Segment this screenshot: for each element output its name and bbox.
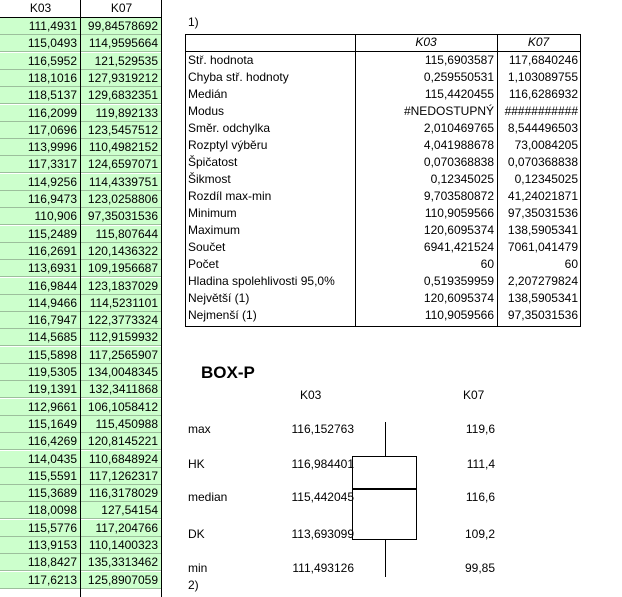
cell-k07[interactable]: 117,1262317 [88, 468, 158, 483]
cell-k07[interactable]: 109,1956687 [87, 261, 158, 276]
cell-k03[interactable]: 115,5776 [27, 520, 77, 535]
stats-value-k03[interactable]: 110,9059566 [424, 206, 494, 220]
stats-row-label[interactable]: Počet [188, 257, 219, 271]
cell-k03[interactable]: 115,2489 [27, 226, 77, 241]
stats-value-k07[interactable]: 97,35031536 [507, 206, 578, 220]
stats-value-k07[interactable]: 117,6840246 [508, 53, 578, 67]
boxplot-upper-whisker [385, 422, 386, 456]
left-table-row [0, 537, 162, 554]
cell-k07[interactable]: 121,529535 [94, 53, 158, 68]
cell-k07[interactable]: 125,8907059 [87, 572, 158, 587]
left-table-row [0, 191, 162, 208]
left-table-row [0, 572, 162, 589]
boxplot-value-k03[interactable]: 115,442045 [291, 490, 354, 504]
cell-k07[interactable]: 123,0258806 [87, 192, 158, 206]
left-header-k07[interactable]: K07 [81, 0, 162, 17]
stats-row-label[interactable]: Šikmost [188, 172, 231, 186]
stats-row-label[interactable]: Špičatost [188, 155, 238, 169]
stats-value-k03[interactable]: 60 [480, 257, 494, 271]
cell-k03[interactable]: 119,1391 [27, 382, 77, 397]
boxplot-value-k07[interactable]: 111,4 [466, 457, 495, 471]
left-table-row [0, 70, 162, 87]
cell-k03[interactable]: 115,3689 [27, 486, 77, 501]
cell-k07[interactable]: 122,3773324 [87, 313, 158, 328]
cell-k03[interactable]: 117,0696 [27, 122, 77, 137]
cell-k03[interactable]: 111,4931 [28, 19, 77, 33]
stats-row [185, 239, 580, 256]
stats-value-k07[interactable]: 41,24021871 [507, 189, 578, 203]
cell-k03[interactable]: 113,6931 [27, 261, 77, 276]
cell-k03[interactable]: 115,1649 [27, 416, 77, 431]
cell-k07[interactable]: 123,5457512 [87, 122, 158, 137]
boxplot-value-k07[interactable]: 116,6 [465, 490, 495, 504]
boxplot-row-label[interactable]: DK [188, 527, 205, 541]
cell-k07[interactable]: 115,807644 [95, 226, 158, 241]
cell-k07[interactable]: 120,1436322 [87, 243, 158, 258]
left-table-row [0, 105, 162, 122]
stats-value-k03[interactable]: #NEDOSTUPNÝ [403, 104, 494, 118]
left-table-row [0, 399, 162, 416]
cell-k03[interactable]: 116,2691 [27, 243, 77, 258]
cell-k03[interactable]: 116,7947 [27, 313, 77, 328]
stats-row [185, 137, 580, 154]
stats-row-label[interactable]: Stř. hodnota [188, 53, 254, 67]
stats-value-k03[interactable]: 0,259550531 [423, 70, 494, 84]
boxplot-title[interactable]: BOX-P [201, 363, 255, 382]
boxplot-row-label[interactable]: HK [188, 457, 205, 471]
left-table-row [0, 485, 162, 502]
stats-row [185, 290, 580, 307]
cell-k03[interactable]: 118,8427 [27, 555, 77, 570]
left-table-row [0, 554, 162, 571]
stats-value-k03[interactable]: 120,6095374 [423, 291, 494, 305]
cell-k03[interactable]: 119,5305 [27, 365, 77, 379]
left-table-row [0, 451, 162, 468]
cell-k03[interactable]: 116,5952 [27, 53, 77, 68]
stats-value-k07[interactable]: 0,070368838 [507, 155, 578, 169]
left-table-row [0, 18, 162, 35]
cell-k03[interactable]: 116,4269 [27, 434, 77, 449]
stats-row [185, 120, 580, 137]
boxplot-value-k07[interactable]: 99,85 [464, 561, 495, 575]
stats-row [185, 256, 580, 273]
stats-row [185, 188, 580, 205]
boxplot-header-k07[interactable]: K07 [463, 388, 485, 402]
cell-k07[interactable]: 127,9319212 [87, 70, 158, 85]
cell-k07[interactable]: 112,9159932 [88, 330, 158, 345]
stats-value-k03[interactable]: 2,010469765 [423, 121, 494, 135]
stats-row [185, 205, 580, 222]
cell-k03[interactable]: 113,9153 [27, 538, 77, 552]
stats-value-k07[interactable]: 0,12345025 [514, 172, 578, 186]
header-underline [0, 17, 162, 18]
stats-row-label[interactable]: Modus [188, 104, 225, 118]
stats-value-k03[interactable]: 115,6903587 [424, 53, 494, 67]
left-header-k03[interactable]: K03 [0, 0, 81, 17]
section-label-1[interactable]: 1) [188, 15, 199, 29]
stats-value-k07[interactable]: 8,544496503 [507, 121, 578, 135]
left-table-row [0, 347, 162, 364]
left-table-row [0, 416, 162, 433]
stats-value-k03[interactable]: 110,9059566 [424, 308, 494, 322]
cell-k07[interactable]: 135,3313462 [87, 555, 158, 570]
left-table-row [0, 156, 162, 173]
stats-header-row [185, 34, 580, 51]
column-divider [161, 0, 162, 597]
stats-value-k07[interactable]: ########### [504, 104, 578, 118]
boxplot-row-label[interactable]: min [188, 561, 208, 575]
left-table-row [0, 278, 162, 295]
stats-row [185, 69, 580, 86]
cell-k03[interactable]: 118,0098 [27, 503, 77, 518]
cell-k07[interactable]: 119,892133 [95, 105, 158, 120]
left-table-row [0, 381, 162, 398]
boxplot-value-k07[interactable]: 109,2 [464, 527, 495, 541]
boxplot-value-k07[interactable]: 119,6 [465, 422, 495, 436]
cell-k07[interactable]: 99,84578692 [87, 19, 158, 33]
stats-row-label[interactable]: Rozdíl max-min [188, 189, 272, 203]
cell-k03[interactable]: 116,9844 [27, 278, 77, 293]
cell-k07[interactable]: 129,6832351 [87, 88, 158, 103]
stats-header-k03[interactable]: K03 [415, 35, 437, 49]
stats-row-label[interactable]: Součet [188, 240, 226, 254]
cell-k03[interactable]: 117,6213 [27, 572, 77, 587]
stats-row [185, 307, 580, 324]
cell-k07[interactable]: 120,8145221 [87, 434, 158, 449]
cell-k03[interactable]: 114,9466 [27, 295, 77, 310]
stats-row-label[interactable]: Hladina spolehlivosti 95,0% [188, 274, 335, 288]
boxplot-value-k03[interactable]: 113,693099 [291, 527, 354, 541]
cell-k03[interactable]: 115,5591 [27, 468, 77, 483]
left-table-row [0, 243, 162, 260]
cell-k07[interactable]: 114,5231101 [89, 295, 158, 310]
left-table-row [0, 122, 162, 139]
stats-value-k07[interactable]: 97,35031536 [507, 308, 578, 322]
stats-value-k03[interactable]: 4,041988678 [423, 138, 494, 152]
stats-value-k03[interactable]: 0,070368838 [423, 155, 494, 169]
boxplot-row-label[interactable]: median [188, 490, 228, 504]
left-table-row [0, 502, 162, 519]
stats-row-label[interactable]: Směr. odchylka [188, 121, 271, 135]
left-table-row [0, 226, 162, 243]
cell-k07[interactable]: 106,1058412 [87, 399, 158, 414]
left-table-row [0, 35, 162, 52]
cell-k07[interactable]: 117,204766 [95, 520, 158, 535]
stats-value-k07[interactable]: 138,5905341 [507, 291, 578, 305]
boxplot-value-k03[interactable]: 116,984401 [291, 457, 354, 471]
cell-k07[interactable]: 114,4339751 [88, 174, 158, 189]
stats-value-k07[interactable]: 7061,041479 [507, 240, 578, 254]
stats-row-label[interactable]: Rozptyl výběru [188, 138, 268, 152]
boxplot-lower-whisker [385, 540, 386, 577]
cell-k07[interactable]: 127,54154 [101, 503, 158, 518]
left-table-row [0, 520, 162, 537]
cell-k07[interactable]: 132,3411868 [88, 382, 158, 397]
stats-value-k03[interactable]: 6941,421524 [423, 240, 494, 254]
cell-k07[interactable]: 97,35031536 [87, 209, 158, 224]
boxplot-upper-box [352, 456, 417, 489]
cell-k07[interactable]: 117,2565907 [88, 347, 158, 362]
cell-k07[interactable]: 110,6848924 [88, 451, 158, 466]
stats-row-label[interactable]: Maximum [188, 223, 241, 237]
cell-k07[interactable]: 124,6597071 [87, 157, 158, 172]
boxplot-value-k03[interactable]: 111,493126 [292, 561, 354, 575]
stats-value-k03[interactable]: 115,4420455 [424, 87, 494, 101]
stats-row-label[interactable]: Minimum [188, 206, 237, 220]
left-data-columns [0, 0, 162, 597]
cell-k03[interactable]: 112,9661 [27, 399, 77, 414]
cell-k03[interactable]: 116,9473 [27, 192, 77, 206]
cell-k03[interactable]: 118,5137 [27, 88, 77, 103]
cell-k07[interactable]: 110,1400323 [88, 538, 158, 552]
left-table-row [0, 364, 162, 381]
boxplot-value-k03[interactable]: 116,152763 [291, 422, 354, 436]
stats-value-k03[interactable]: 120,6095374 [423, 223, 494, 237]
stats-row-label[interactable]: Největší (1) [188, 291, 250, 305]
cell-k03[interactable]: 116,2099 [27, 105, 77, 120]
cell-k07[interactable]: 134,0048345 [87, 365, 158, 379]
stats-value-k07[interactable]: 2,207279824 [507, 274, 578, 288]
left-table-row [0, 87, 162, 104]
stats-value-k07[interactable]: 1,103089755 [507, 70, 578, 84]
stats-row [185, 86, 580, 103]
cell-k07[interactable]: 116,3178029 [88, 486, 158, 501]
stats-row [185, 171, 580, 188]
left-table-row [0, 329, 162, 346]
cell-k03[interactable]: 114,9256 [27, 174, 77, 189]
left-table-row [0, 468, 162, 485]
section-label-2[interactable]: 2) [188, 578, 199, 592]
cell-k03[interactable]: 113,9996 [27, 140, 77, 155]
boxplot-header-k03[interactable]: K03 [300, 388, 322, 402]
left-table-row [0, 208, 162, 225]
column-divider [80, 0, 81, 597]
cell-k07[interactable]: 115,450988 [95, 416, 158, 431]
stats-value-k03[interactable]: 9,703580872 [423, 189, 494, 203]
boxplot-lower-box [352, 489, 417, 540]
stats-header-k07[interactable]: K07 [527, 35, 550, 49]
stats-value-k03[interactable]: 0,12345025 [430, 172, 494, 186]
cell-k03[interactable]: 118,1016 [27, 70, 77, 85]
cell-k03[interactable]: 114,5685 [27, 330, 77, 345]
cell-k07[interactable]: 123,1837029 [87, 278, 158, 293]
stats-value-k07[interactable]: 138,5905341 [507, 223, 578, 237]
left-table-row [0, 260, 162, 277]
descriptive-stats-table [185, 34, 580, 326]
stats-row [185, 273, 580, 290]
left-table-row [0, 53, 162, 70]
stats-row [185, 103, 580, 120]
cell-k03[interactable]: 115,5898 [27, 347, 77, 362]
stats-value-k07[interactable]: 73,0084205 [514, 138, 578, 152]
cell-k03[interactable]: 117,3317 [27, 157, 77, 172]
boxplot-row-label[interactable]: max [188, 422, 211, 436]
stats-value-k07[interactable]: 60 [564, 257, 578, 271]
stats-row [185, 52, 580, 69]
stats-row-label[interactable]: Nejmenší (1) [188, 308, 257, 322]
stats-row [185, 154, 580, 171]
stats-row-label[interactable]: Medián [188, 87, 228, 101]
cell-k03[interactable]: 115,0493 [27, 36, 77, 51]
stats-row-label[interactable]: Chyba stř. hodnoty [188, 70, 289, 84]
stats-value-k07[interactable]: 116,6286932 [508, 87, 578, 101]
cell-k07[interactable]: 110,4982152 [88, 140, 158, 155]
stats-value-k03[interactable]: 0,519359959 [423, 274, 494, 288]
left-table-row [0, 174, 162, 191]
left-table-row [0, 295, 162, 312]
left-table-row [0, 433, 162, 450]
left-table-row [0, 312, 162, 329]
left-table-row [0, 139, 162, 156]
cell-k03[interactable]: 114,0435 [27, 451, 77, 466]
stats-row [185, 222, 580, 239]
cell-k07[interactable]: 114,9595664 [88, 36, 158, 51]
cell-k03[interactable]: 110,906 [34, 209, 77, 224]
